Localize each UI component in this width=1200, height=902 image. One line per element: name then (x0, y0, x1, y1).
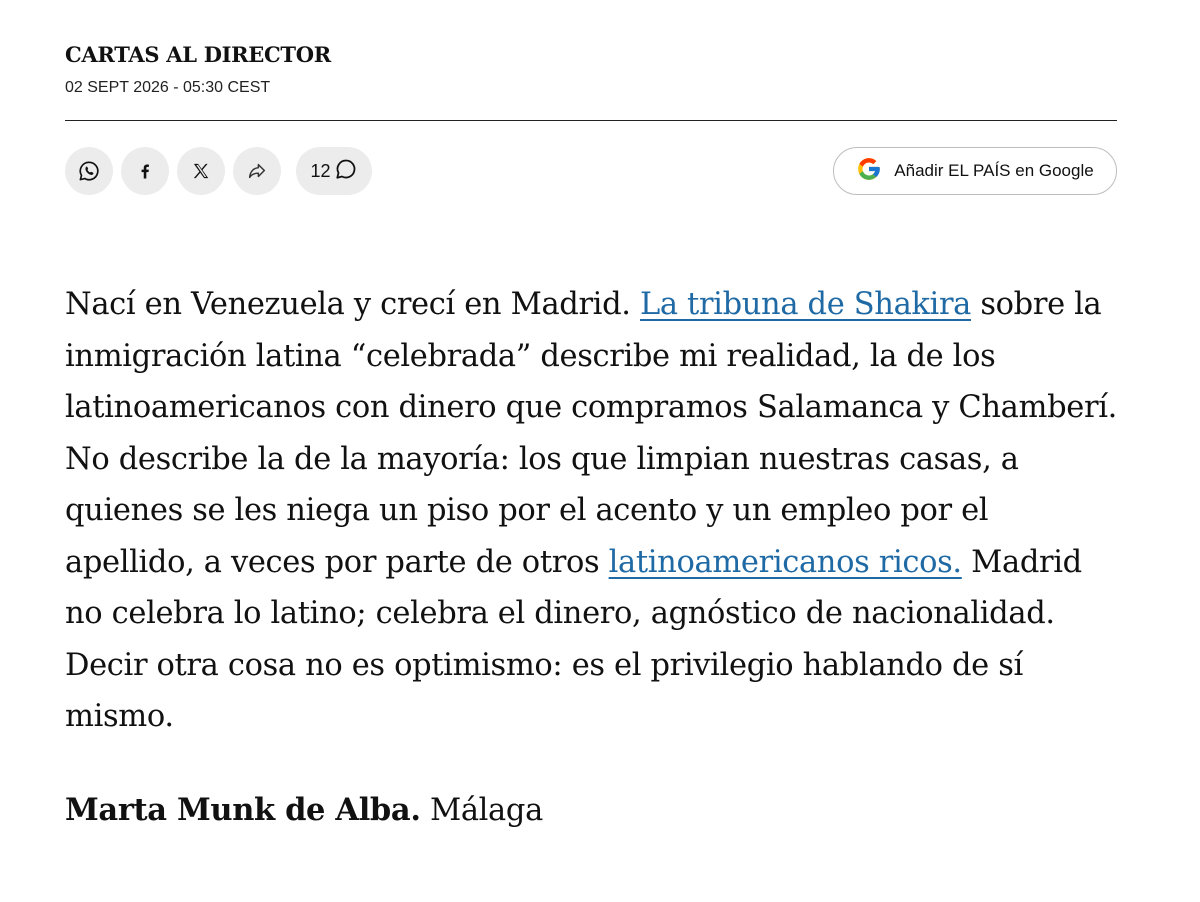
author-city: Málaga (420, 793, 543, 828)
add-to-google-button[interactable] (833, 147, 1117, 195)
facebook-icon (135, 161, 155, 181)
add-to-google-label: Añadir EL PAÍS en Google (894, 161, 1094, 180)
author-name: Marta Munk de Alba. (65, 792, 421, 828)
letter-text-1: Nací en Venezuela y crecí en Madrid. (65, 287, 640, 322)
share-icon (246, 160, 268, 182)
whatsapp-share-button[interactable] (65, 147, 113, 195)
link-latinoamericanos-ricos[interactable]: latinoamericanos ricos. (608, 544, 962, 580)
share-toolbar (65, 147, 1117, 195)
letter-text-2: sobre la inmigración latina “celebrada” describe mi realidad, la de los latinoamericanos con dinero que compramos Salamanca y Chamberí. No describe la de la mayoría: los que limpian nuestras casas, a quienes se les niega un piso por el acento y un empleo por el apellido, a veces por parte de otros (65, 287, 1117, 580)
section-kicker[interactable]: CARTAS AL DIRECTOR (65, 42, 331, 67)
letter-signature (65, 785, 543, 837)
comments-button[interactable] (296, 147, 372, 195)
publication-date: 02 SEPT 2026 - 05:30 CEST (65, 79, 271, 96)
google-icon (856, 156, 882, 187)
share-button[interactable] (233, 147, 281, 195)
whatsapp-icon (78, 160, 100, 182)
x-share-button[interactable] (177, 147, 225, 195)
comment-bubble-icon (334, 157, 358, 186)
x-icon (191, 161, 211, 181)
letter-text-3: Madrid no celebra lo latino; celebra el dinero, agnóstico de nacionalidad. Decir otra cosa no es optimismo: es el privilegio hablando de sí mismo. (65, 544, 1082, 734)
facebook-share-button[interactable] (121, 147, 169, 195)
comments-count: 12 (310, 160, 331, 181)
link-shakira-tribuna[interactable]: La tribuna de Shakira (639, 287, 972, 322)
divider (65, 120, 1117, 121)
letter-body (65, 279, 1125, 743)
